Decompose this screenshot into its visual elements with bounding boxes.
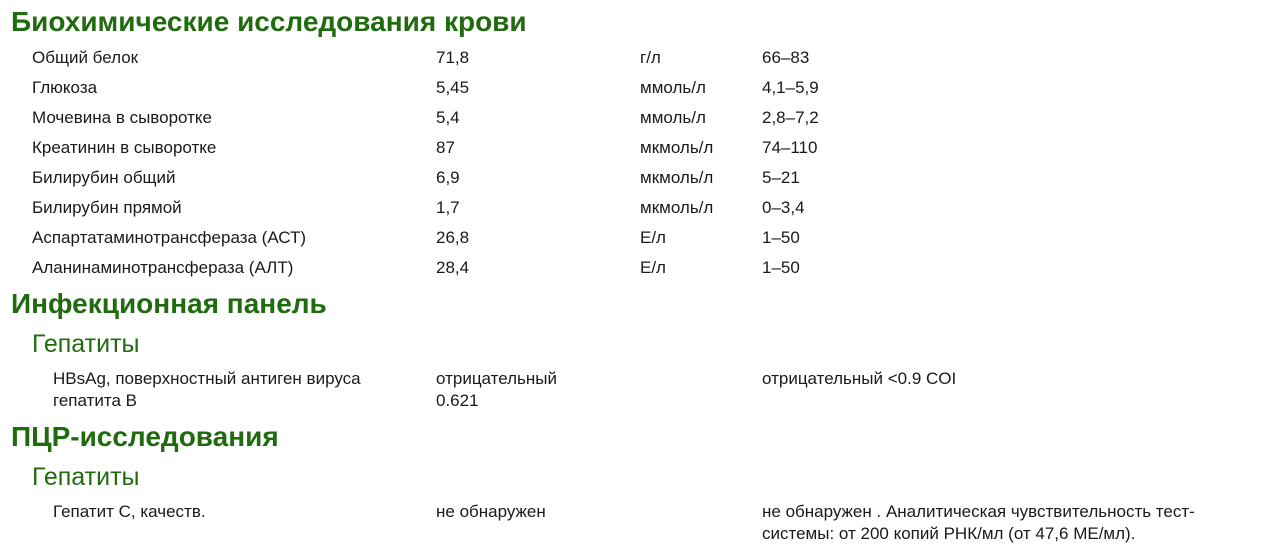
section-title-infection-panel: Инфекционная панель [11, 288, 327, 319]
test-value: не обнаружен [436, 502, 546, 521]
test-name: Гепатит С, качеств. [53, 502, 206, 521]
table-row [0, 107, 1267, 137]
test-value: 71,8 [436, 48, 470, 67]
test-unit: мкмоль/л [640, 168, 714, 187]
test-name: Мочевина в сыворотке [32, 108, 213, 127]
test-unit: Е/л [640, 228, 666, 247]
test-reference: отрицательный <0.9 COI [762, 369, 957, 388]
test-value: 1,7 [436, 198, 460, 217]
test-name: Билирубин прямой [32, 198, 182, 217]
section-title-pcr: ПЦР-исследования [11, 421, 279, 452]
test-reference: 5–21 [762, 168, 800, 187]
test-value-line1: отрицательный [436, 369, 558, 388]
test-value: 87 [436, 138, 455, 157]
test-reference: 74–110 [762, 138, 818, 157]
test-value: 5,45 [436, 78, 470, 97]
test-name: Билирубин общий [32, 168, 176, 187]
test-value: 26,8 [436, 228, 470, 247]
test-unit: г/л [640, 48, 661, 67]
test-reference: 66–83 [762, 48, 810, 67]
test-unit: ммоль/л [640, 108, 706, 127]
table-row [0, 257, 1267, 287]
test-name: Аланинаминотрансфераза (АЛТ) [32, 258, 294, 277]
test-reference: 1–50 [762, 228, 800, 247]
test-reference: 1–50 [762, 258, 800, 277]
test-reference [762, 501, 1195, 545]
test-name [53, 368, 361, 412]
table-row [0, 197, 1267, 227]
test-name: Глюкоза [32, 78, 98, 97]
test-unit: мкмоль/л [640, 138, 714, 157]
test-reference-line1: не обнаружен . Аналитическая чувствительность тест- [762, 502, 1195, 521]
test-reference: 2,8–7,2 [762, 108, 819, 127]
test-value: 5,4 [436, 108, 460, 127]
test-name: Аспартатаминотрансфераза (АСТ) [32, 228, 307, 247]
test-unit: Е/л [640, 258, 666, 277]
test-reference: 0–3,4 [762, 198, 805, 217]
table-row [0, 167, 1267, 197]
test-name-line2: гепатита В [53, 391, 137, 410]
table-row [0, 227, 1267, 257]
subsection-title-hepatitis: Гепатиты [32, 463, 140, 491]
test-reference-line2: системы: от 200 копий РНК/мл (от 47,6 МЕ/мл). [762, 524, 1136, 543]
test-reference: 4,1–5,9 [762, 78, 819, 97]
section-title-biochemistry: Биохимические исследования крови [11, 6, 527, 37]
table-row [0, 368, 1267, 414]
test-value: 6,9 [436, 168, 460, 187]
test-value: 28,4 [436, 258, 470, 277]
test-name: Креатинин в сыворотке [32, 138, 217, 157]
test-name-line1: HBsAg, поверхностный антиген вируса [53, 369, 361, 388]
test-value-line2: 0.621 [436, 391, 479, 410]
test-value [436, 368, 557, 412]
test-name: Общий белок [32, 48, 139, 67]
table-row [0, 77, 1267, 107]
table-row [0, 137, 1267, 167]
table-row [0, 47, 1267, 77]
table-row [0, 501, 1267, 547]
test-unit: ммоль/л [640, 78, 706, 97]
subsection-title-hepatitis: Гепатиты [32, 330, 140, 358]
test-unit: мкмоль/л [640, 198, 714, 217]
